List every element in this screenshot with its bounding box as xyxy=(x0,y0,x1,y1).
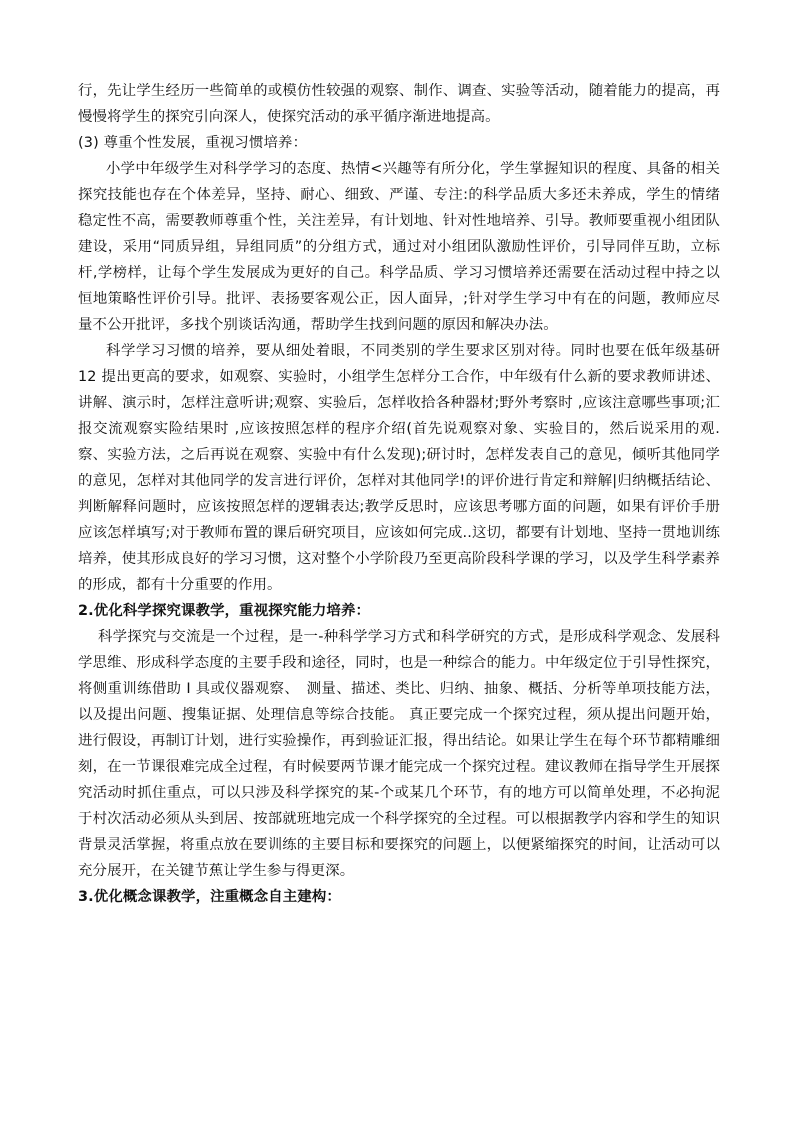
paragraph-habit-training: 科学学习习惯的培养，要从细处着眼，不同类别的学生要求区别对待。同时也要在低年级基研 12 提出更高的要求，如观察、实验时，小组学生怎样分工合作，中年级有什么新的要求教师讲述、讲解、演示时，怎样注意听讲;观察、实验后，怎样收拾各种器材;野外考察时 ,应该注意哪些事项;汇报交流观察实险结果时 ,应该按照怎样的程序介绍(首先说观察对象、实验目的，然后说采用的观. 察、实验方法，之后再说在观察、实验中有什么发现);研讨时，怎样发表自己的意见，倾听其他同学的意见，怎样对其他同学的发言进行评价，怎样对其他同学!的评价进行肯定和辩解|归纳概括结论、判断解释问题时，应该按照怎样的逻辑表达;教学反思时，应该思考哪方面的问题，如果有评价手册应该怎样填写;对于教师布置的课后研究项目，应该如何完成..这切，都要有计划地、坚持一贯地训练培养，使其形成良好的学习习惯，这对整个小学阶段乃至更高阶段科学课的学习，以及学生科学素养的形成，都有十分重要的作用。 xyxy=(78,343,720,593)
section-heading-inquiry-teaching: 2.优化科学探究课教学，重视探究能力培养： xyxy=(78,603,371,619)
paragraph-continuation: 行，先让学生经历一些简单的或模仿性较强的观察、制作、调查、实验等活动，随着能力的提高，再慢慢将学生的探究引向深人，使探究活动的承平循序渐进地提高。 xyxy=(78,83,720,125)
section-heading-respect-individuality: (3) 尊重个性发展，重视习惯培养： xyxy=(78,135,308,151)
paragraph-individual-differences: 小学中年级学生对科学学习的态度、热情<兴趣等有所分化，学生掌握知识的程度、具备的相关探究技能也存在个体差异，坚持、耐心、细致、严谨、专注:的科学品质大多还未养成，学生的情绪稳定性不高，需要教师尊重个性，关注差异，有计划地、针对性地培养、引导。教师要重视小组团队建设，采用“同质异组，异组同质”的分组方式，通过对小组团队激励性评价，引导同伴互助，立标杆,学榜样，让每个学生发展成为更好的自己。科学品质、学习习惯培养还需要在活动过程中持之以恒地策略性评价引导。批评、表扬要客观公正，因人面异，;针对学生学习中有在的问题，教师应尽量不公开批评，多找个别谈话沟通，帮助学生找到问题的原因和解决办法。 xyxy=(78,161,720,333)
section-heading-concept-teaching: 3.优化概念课教学，注重概念自主建构： xyxy=(78,889,341,905)
document-body xyxy=(78,78,720,910)
paragraph-inquiry-process: 科学探究与交流是一个过程，是一-种科学学习方式和科学研究的方式，是形成科学观念、发展科学思维、形成科学态度的主要手段和途径，同时，也是一种综合的能力。中年级定位于引导性探究，将侧重训练借助 I 具或仪器观察、 测量、描述、类比、归纳、抽象、概括、分析等单项技能方法，以及提出问题、搜集证据、处理信息等综合技能。 真正要完成一个探究过程，须从提出问题开始，进行假设，再制订计划，进行实验操作，再到验证汇报，得出结论。如果让学生在每个环节都精雕细刻，在一节课很难完成全过程，有时候要两节课才能完成一个探究过程。建议教师在指导学生开展探究活动时抓住重点，可以只涉及科学探究的某-个或某几个环节，有的地方可以简单处理，不必拘泥于村次活动必须从头到居、按部就班地完成一个科学探究的全过程。可以根据教学内容和学生的知识背景灵活掌握，将重点放在要训练的主要目标和要探究的问题上，以便紧缩探究的时间，让活动可以充分展开，在关键节蕉让学生参与得更深。 xyxy=(78,629,720,879)
